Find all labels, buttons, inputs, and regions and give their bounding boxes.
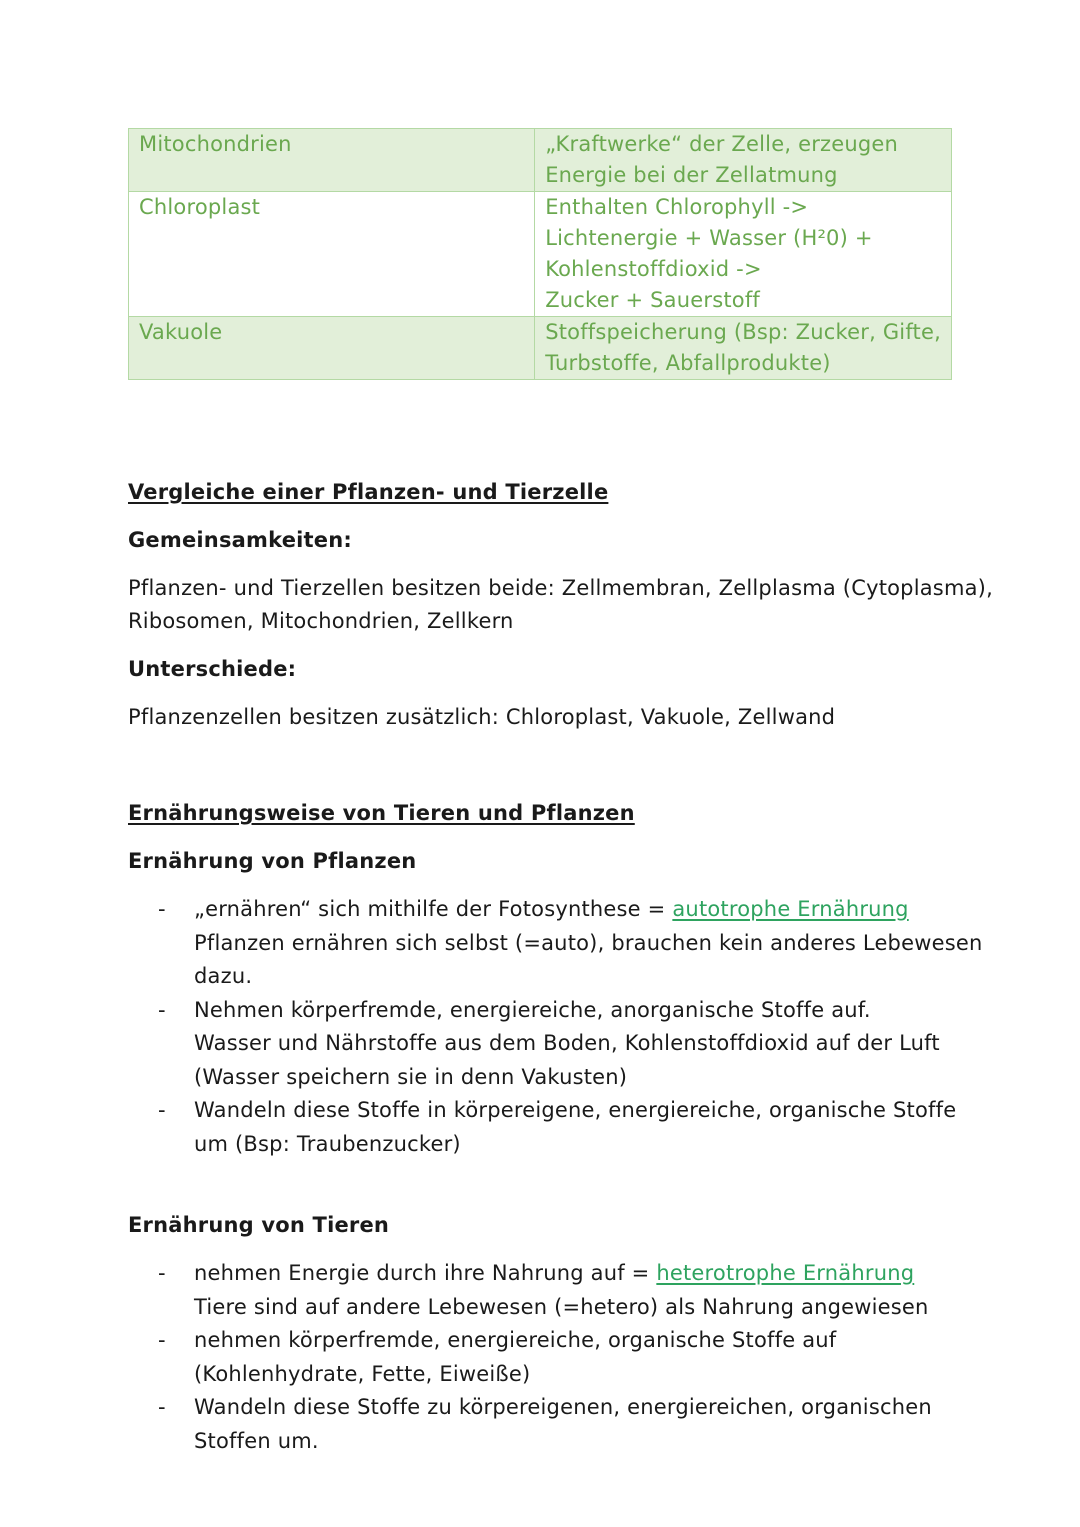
description-line: Zucker + Sauerstoff	[545, 288, 761, 312]
description-line: Turbstoffe, Abfallprodukte)	[545, 351, 831, 375]
organelle-name: Chloroplast	[129, 192, 535, 317]
common-line: Pflanzen- und Tierzellen besitzen beide: Zellmembran, Zellplasma (Cytoplasma),	[128, 576, 993, 600]
dash-bullet: -	[158, 997, 166, 1022]
dash-bullet: -	[158, 897, 166, 921]
organelle-name: Vakuole	[129, 317, 535, 380]
diff-heading: Unterschiede:	[128, 657, 297, 681]
document-body	[128, 476, 993, 1458]
organelle-description	[535, 317, 952, 380]
organelle-description	[535, 129, 952, 192]
common-text	[128, 572, 993, 638]
table-row	[129, 192, 952, 317]
description-line: Stoffspeicherung (Bsp: Zucker, Gifte,	[545, 320, 941, 344]
list-item: - nehmen körperfremde, energiereiche, organische Stoffe auf (Kohlenhydrate, Fette, Eiweiße)	[128, 1324, 958, 1391]
plants-heading: Ernährung von Pflanzen	[128, 849, 417, 873]
nutrition-heading: Ernährungsweise von Tieren und Pflanzen	[128, 801, 635, 825]
comparison-heading: Vergleiche einer Pflanzen- und Tierzelle	[128, 480, 609, 504]
plants-list	[128, 893, 983, 1161]
description-line: Kohlenstoffdioxid ->	[545, 257, 762, 281]
list-item: - Wandeln diese Stoffe zu körpereigenen, energiereichen, organischen Stoffen um.	[128, 1391, 958, 1458]
description-line: „Kraftwerke“ der Zelle, erzeugen	[545, 132, 899, 156]
animals-list	[128, 1257, 958, 1458]
animals-heading: Ernährung von Tieren	[128, 1213, 390, 1237]
description-line: Enthalten Chlorophyll ->	[545, 195, 809, 219]
dash-bullet: -	[158, 1328, 166, 1352]
heterotrophe-link[interactable]: heterotrophe Ernährung	[656, 1261, 915, 1285]
table-row	[129, 317, 952, 380]
list-item: - nehmen Energie durch ihre Nahrung auf = heterotrophe Ernährung Tiere sind auf andere Lebewesen (=hetero) als Nahrung angewiesen	[128, 1257, 958, 1324]
list-item: - „ernähren“ sich mithilfe der Fotosynthese = autotrophe Ernährung Pflanzen ernähren sich selbst (=auto), brauchen kein anderes Lebewesen dazu.	[128, 893, 958, 994]
description-line: Lichtenergie + Wasser (H²0) +	[545, 226, 873, 250]
list-item: - Nehmen körperfremde, energiereiche, anorganische Stoffe auf. Wasser und Nährstoffe aus dem Boden, Kohlenstoffdioxid auf der Luft (Wasser speichern sie in denn Vakusten)	[128, 994, 958, 1095]
autotrophe-link[interactable]: autotrophe Ernährung	[672, 897, 909, 921]
organelle-table	[128, 128, 952, 380]
dash-bullet: -	[158, 1395, 166, 1419]
common-line: Ribosomen, Mitochondrien, Zellkern	[128, 609, 514, 633]
table-row	[129, 129, 952, 192]
list-item: - Wandeln diese Stoffe in körpereigene, energiereiche, organische Stoffe um (Bsp: Traubenzucker)	[128, 1094, 958, 1161]
organelle-description	[535, 192, 952, 317]
organelle-name: Mitochondrien	[129, 129, 535, 192]
description-line: Energie bei der Zellatmung	[545, 163, 838, 187]
dash-bullet: -	[158, 1098, 166, 1122]
diff-text: Pflanzenzellen besitzen zusätzlich: Chloroplast, Vakuole, Zellwand	[128, 705, 836, 729]
common-heading: Gemeinsamkeiten:	[128, 528, 352, 552]
dash-bullet: -	[158, 1261, 166, 1285]
